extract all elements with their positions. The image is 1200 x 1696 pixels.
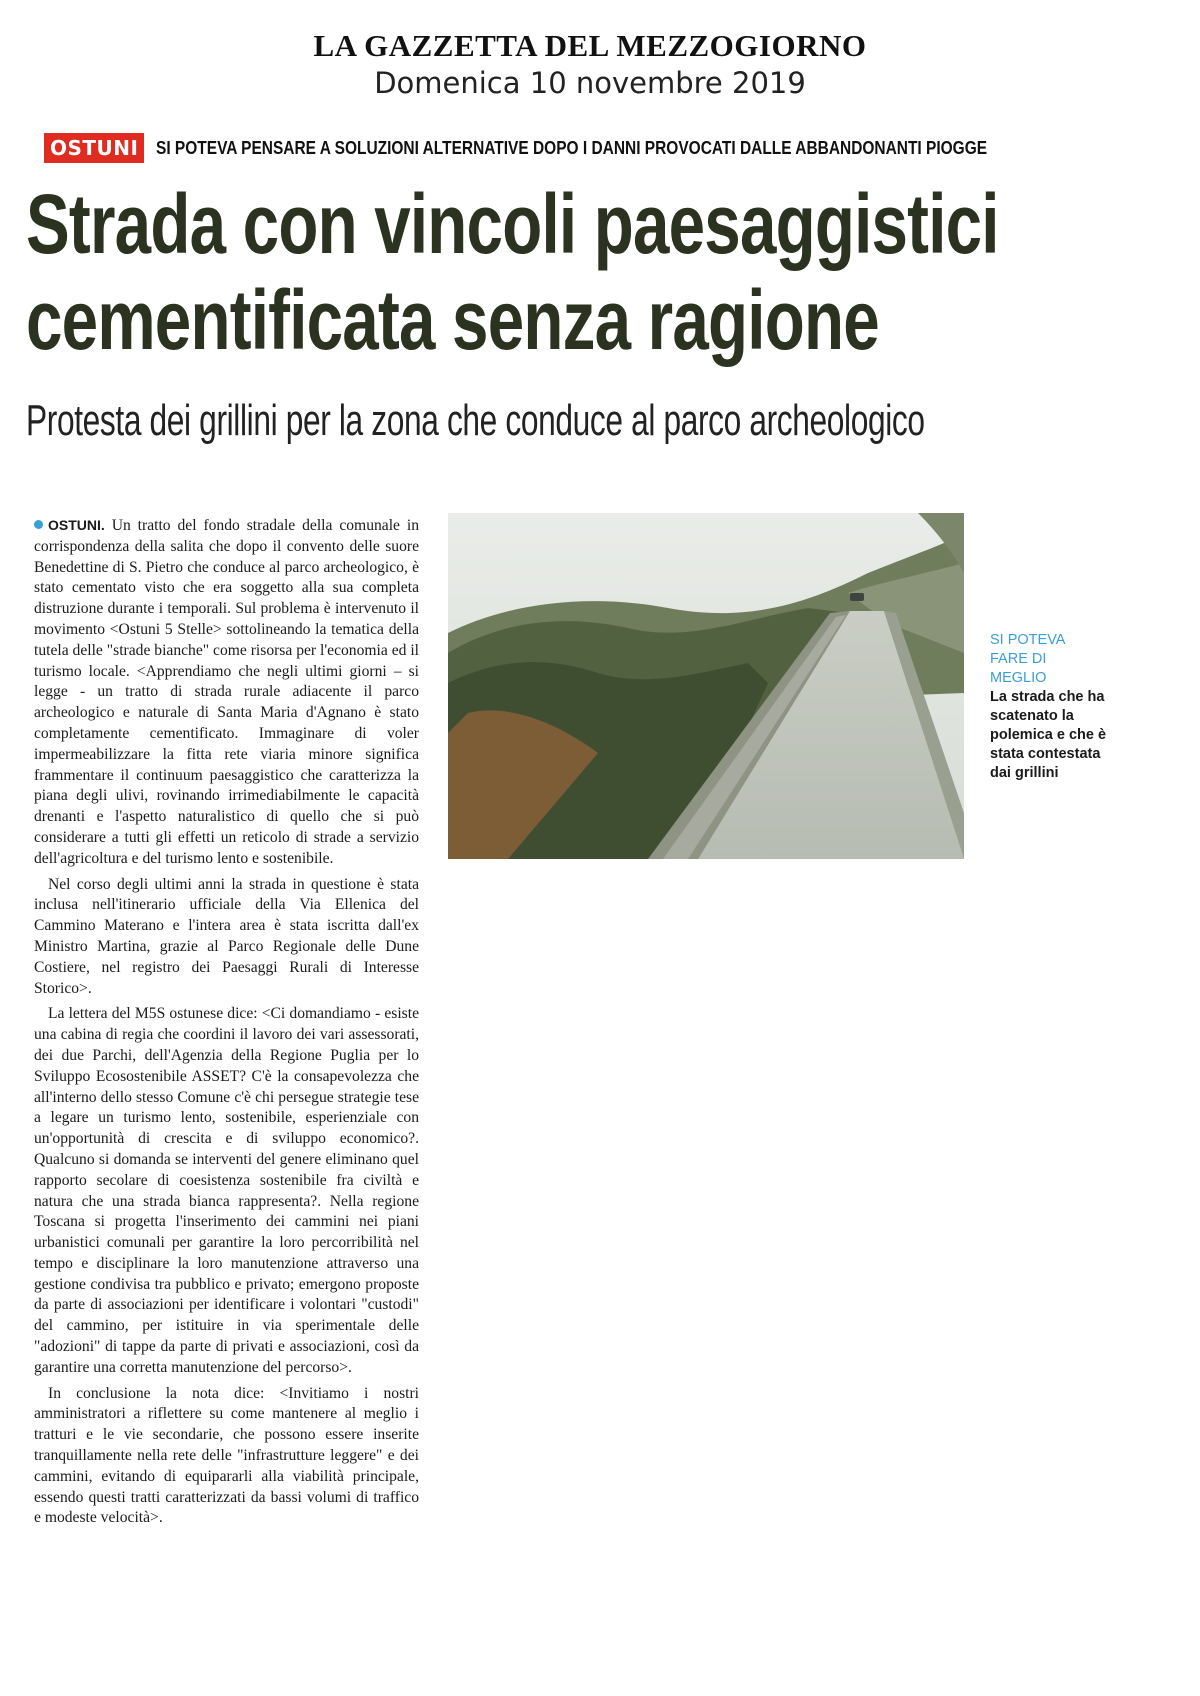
road-photo-illustration — [448, 513, 964, 859]
article-paragraph — [34, 515, 419, 870]
masthead — [0, 28, 1200, 100]
dateline: OSTUNI. — [48, 517, 105, 533]
bullet-dot-icon — [34, 520, 43, 529]
article-paragraph: La lettera del M5S ostunese dice: <Ci domandiamo - esiste una cabina di regia che coordini il lavoro dei vari assessorati, dei due Parchi, dell'Agenzia della Regione Puglia per lo Sviluppo Ecosostenibile ASSET? C'è la consapevolezza che all'interno dello stesso Comune c'è chi persegue strategie tese a legare un turismo lento, sostenibile, esperienziale con un'opportunità di crescita e di sviluppo economico?. Qualcuno si domanda se interventi del genere eliminano quel rapporto secolare di coesistenza sostenibile fra civiltà e natura che una strada bianca rappresenta?. Nella regione Toscana si progetta l'inserimento dei cammini nei piani urbanistici comunali per garantire la loro percorribilità nel tempo e disciplinare la loro manutenzione attraverso una gestione condivisa tra pubblico e privato; emergono proposte da parte di associazioni per identificare i volontari "custodi" del cammino, per istituire in via sperimentale delle "adozioni" di tappe da parte di privati e associazioni, così da garantire una corretta manutenzione del percorso>. — [34, 1005, 419, 1376]
photo-caption — [990, 631, 1160, 783]
publication-date: Domenica 10 novembre 2019 — [374, 66, 806, 100]
subheadline: Protesta dei grillini per la zona che conduce al parco archeologico — [26, 396, 925, 445]
headline-line-1: Strada con vincoli paesaggistici — [26, 177, 999, 271]
headline — [26, 176, 999, 368]
paragraph-text: Un tratto del fondo stradale della comunale in corrispondenza della salita che dopo il convento delle suore Benedettine di S. Pietro che conduce al parco archeologico, è stato cementato visto che era soggetto alla sua completa distruzione durante i temporali. Sul problema è intervenuto il movimento <Ostuni 5 Stelle> sottolineando la tematica della tutela delle "strade bianche" come risorsa per l'economia ed il turismo locale. <Apprendiamo che negli ultimi giorni – si legge - un tratto di strada rurale adiacente il parco archeologico e naturale di Santa Maria d'Agnano è stato completamente cementificato. Immaginare di voler impermeabilizzare la fitta rete viaria minore significa frammentare il continuum paesaggistico che caratterizza la piana degli ulivi, rovinando irrimediabilmente le capacità drenanti e l'aspetto naturalistico di quello che si può considerare a tutti gli effetti un reticolo di strade a servizio dell'agricoltura e del turismo lento e sostenibile. — [34, 517, 419, 867]
article-body — [34, 515, 419, 1534]
location-badge: OSTUNI — [44, 133, 144, 163]
caption-text: La strada che ha scatenato la polemica e che è stata contestata dai grillini — [990, 689, 1107, 781]
newspaper-title: LA GAZZETTA DEL MEZZOGIORNO — [313, 28, 867, 63]
headline-line-2: cementificata senza ragione — [26, 273, 879, 367]
road-photo — [448, 513, 964, 859]
kicker — [44, 132, 1123, 164]
caption-kicker: SI POTEVA FARE DI MEGLIO — [990, 632, 1065, 686]
article-paragraph: Nel corso degli ultimi anni la strada in questione è stata inclusa nell'itinerario ufficiale della Via Ellenica del Cammino Materano e l'intera area è stata iscritta dall'ex Ministro Martina, grazie al Parco Regionale delle Dune Costiere, nel registro dei Paesaggi Rurali di Interesse Storico>. — [34, 875, 419, 997]
article-paragraph: In conclusione la nota dice: <Invitiamo i nostri amministratori a riflettere su come mantenere al meglio i tratturi e le vie secondarie, che possono essere inserite tranquillamente nella rete delle "infrastrutture leggere" e dei cammini, evitando di equipararli alla viabilità principale, essendo questi tratti caratterizzati da bassi volumi di traffico e modeste velocità>. — [34, 1384, 419, 1527]
kicker-text: SI POTEVA PENSARE A SOLUZIONI ALTERNATIVE DOPO I DANNI PROVOCATI DALLE ABBANDONANTI PIOGGE — [156, 137, 988, 158]
